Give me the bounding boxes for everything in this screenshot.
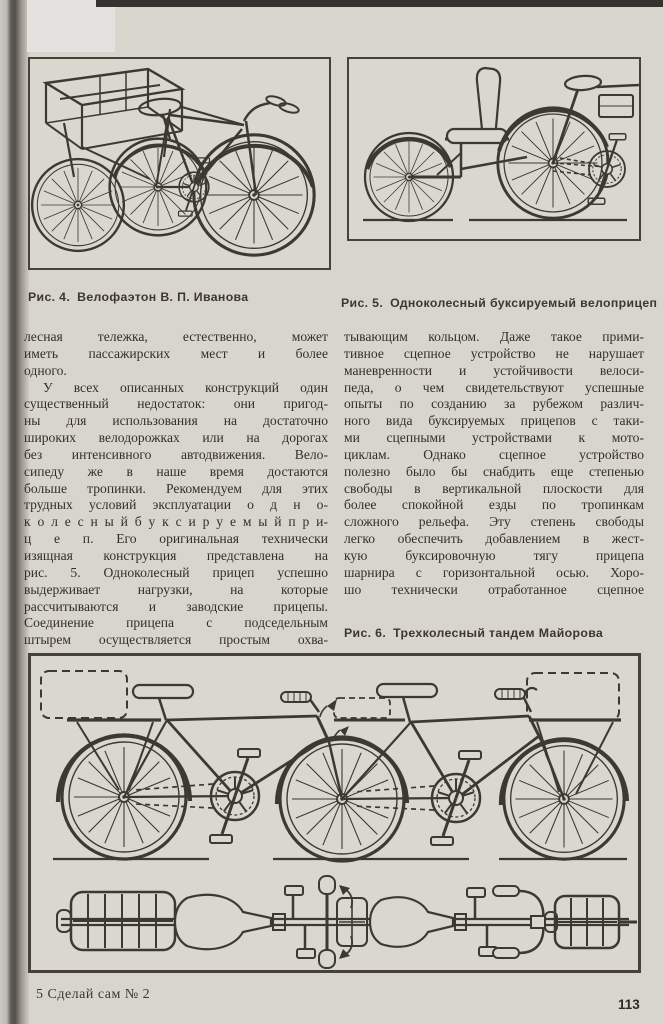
text-line: ц е п. Его оригинальная технически: [24, 531, 328, 547]
text-line: ны для использования на достаточно: [24, 413, 328, 429]
figure-5-caption: [341, 296, 657, 310]
fig6-plan-view-illustration: [31, 872, 638, 972]
text-line: без интенсивного автодвижения. Вело-: [24, 446, 328, 462]
fig6-side-view-illustration: [31, 656, 638, 868]
figure-5-label: Рис. 5.: [341, 296, 384, 310]
figure-5-box: [347, 57, 641, 241]
text-line: педа, о чем свидетельствуют успешные: [344, 379, 644, 395]
text-line: изящная конструкция представлена на: [24, 547, 328, 563]
text-line: больше тропинки. Рекомендуем для этих: [24, 480, 328, 496]
right-text-column: [344, 329, 644, 599]
fig4-illustration: [30, 59, 329, 268]
text-line: тивное сцепное устройство не нарушает: [344, 345, 644, 361]
text-line: широких велодорожках или на дорогах: [24, 430, 328, 446]
text-line: иметь пассажирских мест и более: [24, 345, 328, 361]
text-line: свободы в вертикальной плоскости для: [344, 480, 644, 496]
figure-6-caption: [344, 626, 603, 640]
text-line: штырем осуществляется простым охва-: [24, 632, 328, 648]
figure-4-caption-text: Велофаэтон В. П. Иванова: [77, 290, 249, 304]
text-line: маневренности и устойчивости велоси-: [344, 362, 644, 378]
figure-5-caption-text: Одноколесный буксируемый велоприцеп: [390, 296, 658, 310]
text-line: легко обеспечить добавлением в жест-: [344, 531, 644, 547]
scan-corner-light: [27, 0, 115, 52]
scan-edge-dark: [96, 0, 663, 7]
left-text-column: [24, 329, 328, 649]
figure-4-label: Рис. 4.: [28, 290, 71, 304]
text-line: трудных условий эксплуатации о д н о-: [24, 497, 328, 513]
fig5-illustration: [349, 59, 639, 239]
text-line: Соединение прицепа с подседельным: [24, 615, 328, 631]
figure-4-box: [28, 57, 331, 270]
figure-4-caption: [28, 290, 249, 304]
figure-6-label: Рис. 6.: [344, 626, 387, 640]
text-line: существенный недостаток: они пригод-: [24, 396, 328, 412]
text-line: тывающим кольцом. Даже такое прими-: [344, 329, 644, 344]
text-line: полезно было бы снабдить еще степенью: [344, 463, 644, 479]
page-number: 113: [618, 997, 640, 1012]
text-line: сипеду же в наше время достаются: [24, 463, 328, 479]
text-line: рис. 5. Одноколесный прицеп успешно: [24, 564, 328, 580]
text-line: У всех описанных конструкций один: [43, 379, 328, 395]
text-line: шарнира с горизонтальной осью. Хоро-: [344, 564, 644, 580]
text-line: более спокойной езды по тропинкам: [344, 497, 644, 513]
printer-signature: 5 Сделай сам № 2: [36, 987, 151, 1002]
text-line: ми сцепными устройствами к мото-: [344, 430, 644, 446]
figure-6-caption-text: Трехколесный тандем Майорова: [393, 626, 604, 640]
text-line: одного.: [24, 362, 67, 378]
text-line: выдерживает нагрузки, на которые: [24, 581, 328, 597]
text-line: сложного рельефа. Эту степень свободы: [344, 514, 644, 530]
text-line: опыты по созданию за рубежом различ-: [344, 396, 644, 412]
text-line: циклам. Однако сцепное устройство: [344, 446, 644, 462]
text-line: шо технически отработанное сцепное: [344, 581, 644, 597]
text-line: кую буксировочную тягу прицепа: [344, 547, 644, 563]
text-line: лесная тележка, естественно, может: [24, 329, 328, 344]
figure-6-box: [28, 653, 641, 973]
text-line: рассчитываются и заводские прицепы.: [24, 598, 328, 614]
text-line: к о л е с н ы й б у к с и р у е м ы й п р и-: [24, 514, 328, 530]
text-line: ного вида буксируемых прицепов с таки-: [344, 413, 644, 429]
